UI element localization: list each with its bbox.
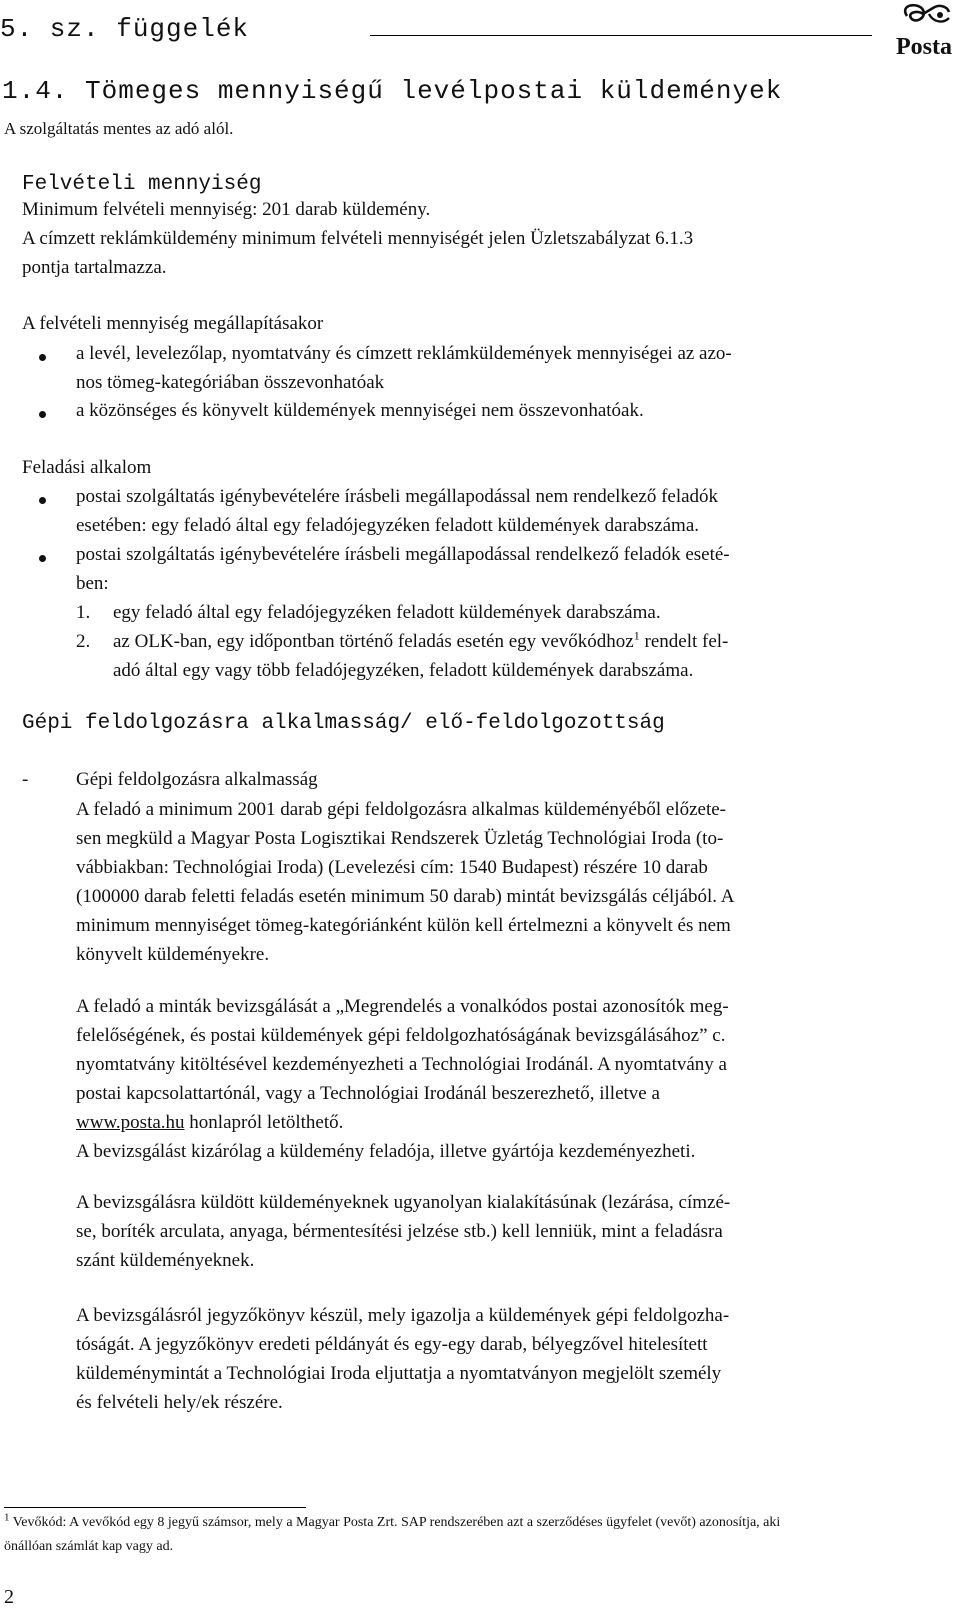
machine-paragraph-2 <box>76 992 927 1166</box>
footnote-line-2: önállóan számlát kap vagy ad. <box>4 1539 174 1554</box>
logo-text: Posta <box>896 34 952 60</box>
text-line-end: honlapról letölthető. <box>184 1112 344 1133</box>
header-rule <box>370 35 872 36</box>
min-quantity-line: Minimum felvételi mennyiség: 201 darab küldemény. <box>22 199 431 220</box>
dispatch-bullet-2-cont: ben: <box>76 573 109 594</box>
determination-bullet-1-cont: nos tömeg-kategóriában összevonhatóak <box>76 372 385 393</box>
ad-quantity-line: A címzett reklámküldemény minimum felvételi mennyiségét jelen Üzletszabályzat 6.1.3 <box>22 228 694 249</box>
section-title: 1.4. Tömeges mennyiségű levélpostai küldemények <box>2 76 783 106</box>
machine-paragraph-3 <box>76 1188 927 1275</box>
machine-heading: Gépi feldolgozásra alkalmasság/ elő-feldolgozottság <box>22 712 665 735</box>
text-line: küldeménymintát a Technológiai Iroda eljuttatja a nyomtatványon megjelölt személy <box>76 1363 722 1384</box>
dispatch-item-2-number: 2. <box>76 631 91 652</box>
posthorn-icon <box>893 2 957 60</box>
determination-bullet-2: a közönséges és könyvelt küldemények mennyiségei nem összevonhatóak. <box>76 400 644 421</box>
posta-website-link[interactable]: www.posta.hu <box>76 1112 185 1133</box>
footnote-rule <box>4 1507 306 1508</box>
dispatch-bullet-1-cont: esetében: egy feladó által egy feladójegyzéken feladott küldemények darabszáma. <box>76 515 700 536</box>
dispatch-bullet-1: postai szolgáltatás igénybevételére írásbeli megállapodással nem rendelkező feladók <box>76 486 719 507</box>
dispatch-item-2-text: az OLK-ban, egy időpontban történő feladás esetén egy vevőkódhoz <box>113 631 634 652</box>
posta-logo <box>893 2 957 60</box>
text-line: sen megküld a Magyar Posta Logisztikai Rendszerek Üzletág Technológiai Iroda (to- <box>76 828 724 849</box>
text-line: se, boríték arculata, anyaga, bérmentesítési jelzése stb.) kell lenniük, mint a feladásra <box>76 1221 723 1242</box>
text-line: A bevizsgálásról jegyzőkönyv készül, mely igazolja a küldemények gépi feldolgozha- <box>76 1305 730 1326</box>
dispatch-item-2-cont: adó által egy vagy több feladójegyzéken, feladott küldemények darabszáma. <box>113 660 694 681</box>
machine-dash: - <box>22 769 29 790</box>
footnote <box>4 1511 954 1559</box>
page-number: 2 <box>4 1586 14 1608</box>
bullet-icon <box>39 555 46 562</box>
text-line: A feladó a minták bevizsgálását a „Megrendelés a vonalkódos postai azonosítók meg- <box>76 996 729 1017</box>
text-line: (100000 darab feletti feladás esetén minimum 50 darab) mintát bevizsgálás céljából. A <box>76 886 735 907</box>
pickup-quantity-heading: Felvételi mennyiség <box>22 173 262 196</box>
text-line <box>76 1108 927 1137</box>
dispatch-item-2-text-end: rendelt fel- <box>639 631 729 652</box>
dispatch-bullet-2: postai szolgáltatás igénybevételére írásbeli megállapodással rendelkező feladók eseté- <box>76 544 730 565</box>
text-line: és felvételi hely/ek részére. <box>76 1392 283 1413</box>
footnote-ref: 1 <box>633 628 640 643</box>
text-line: tóságát. A jegyzőkönyv eredeti példányát és egy-egy darab, bélyegzővel hitelesített <box>76 1334 708 1355</box>
text-line: nyomtatvány kitöltésével kezdeményezheti a Technológiai Irodánál. A nyomtatvány a <box>76 1054 727 1075</box>
text-line: könyvelt küldeményekre. <box>76 944 270 965</box>
bullet-icon <box>39 411 46 418</box>
appendix-title: 5. sz. függelék <box>0 14 250 44</box>
machine-paragraph-1 <box>76 795 927 969</box>
ad-quantity-line-2: pontja tartalmazza. <box>22 257 167 278</box>
dispatch-item-1: egy feladó által egy feladójegyzéken feladott küldemények darabszáma. <box>113 602 661 623</box>
footnote-line-1 <box>4 1511 954 1535</box>
text-line: minimum mennyiséget tömeg-kategóriánként külön kell értelmezni a könyvelt és nem <box>76 915 731 936</box>
text-line: A feladó a minimum 2001 darab gépi feldolgozásra alkalmas küldeményéből előzete- <box>76 799 726 820</box>
bullet-icon <box>39 497 46 504</box>
text-line: vábbiakban: Technológiai Iroda) (Levelezési cím: 1540 Budapest) részére 10 darab <box>76 857 708 878</box>
dispatch-heading: Feladási alkalom <box>22 457 152 478</box>
tax-note: A szolgáltatás mentes az adó alól. <box>4 119 234 138</box>
bullet-icon <box>39 354 46 361</box>
determination-heading: A felvételi mennyiség megállapításakor <box>22 313 324 334</box>
machine-paragraph-4 <box>76 1301 927 1417</box>
footnote-text: Vevőkód: A vevőkód egy 8 jegyű számsor, mely a Magyar Posta Zrt. SAP rendszerében azt a szerződéses ügyfelet (vevőt) azonosítja, aki <box>9 1515 781 1530</box>
dispatch-item-1-number: 1. <box>76 602 91 623</box>
dispatch-item-2 <box>113 628 927 653</box>
text-line: szánt küldeményeknek. <box>76 1250 255 1271</box>
machine-subheading: Gépi feldolgozásra alkalmasság <box>76 769 318 790</box>
footnote-mark: 1 <box>4 1511 10 1524</box>
text-line: postai kapcsolattartónál, vagy a Technológiai Irodánál beszerezhető, illetve a <box>76 1083 660 1104</box>
text-line: A bevizsgálást kizárólag a küldemény feladója, illetve gyártója kezdeményezheti. <box>76 1141 696 1162</box>
text-line: felelőségének, és postai küldemények gépi feldolgozhatóságának bevizsgálásához” c. <box>76 1025 726 1046</box>
determination-bullet-1: a levél, levelezőlap, nyomtatvány és címzett reklámküldemények mennyiségei az azo- <box>76 343 732 364</box>
text-line: A bevizsgálásra küldött küldeményeknek ugyanolyan kialakításúnak (lezárása, címzé- <box>76 1192 731 1213</box>
